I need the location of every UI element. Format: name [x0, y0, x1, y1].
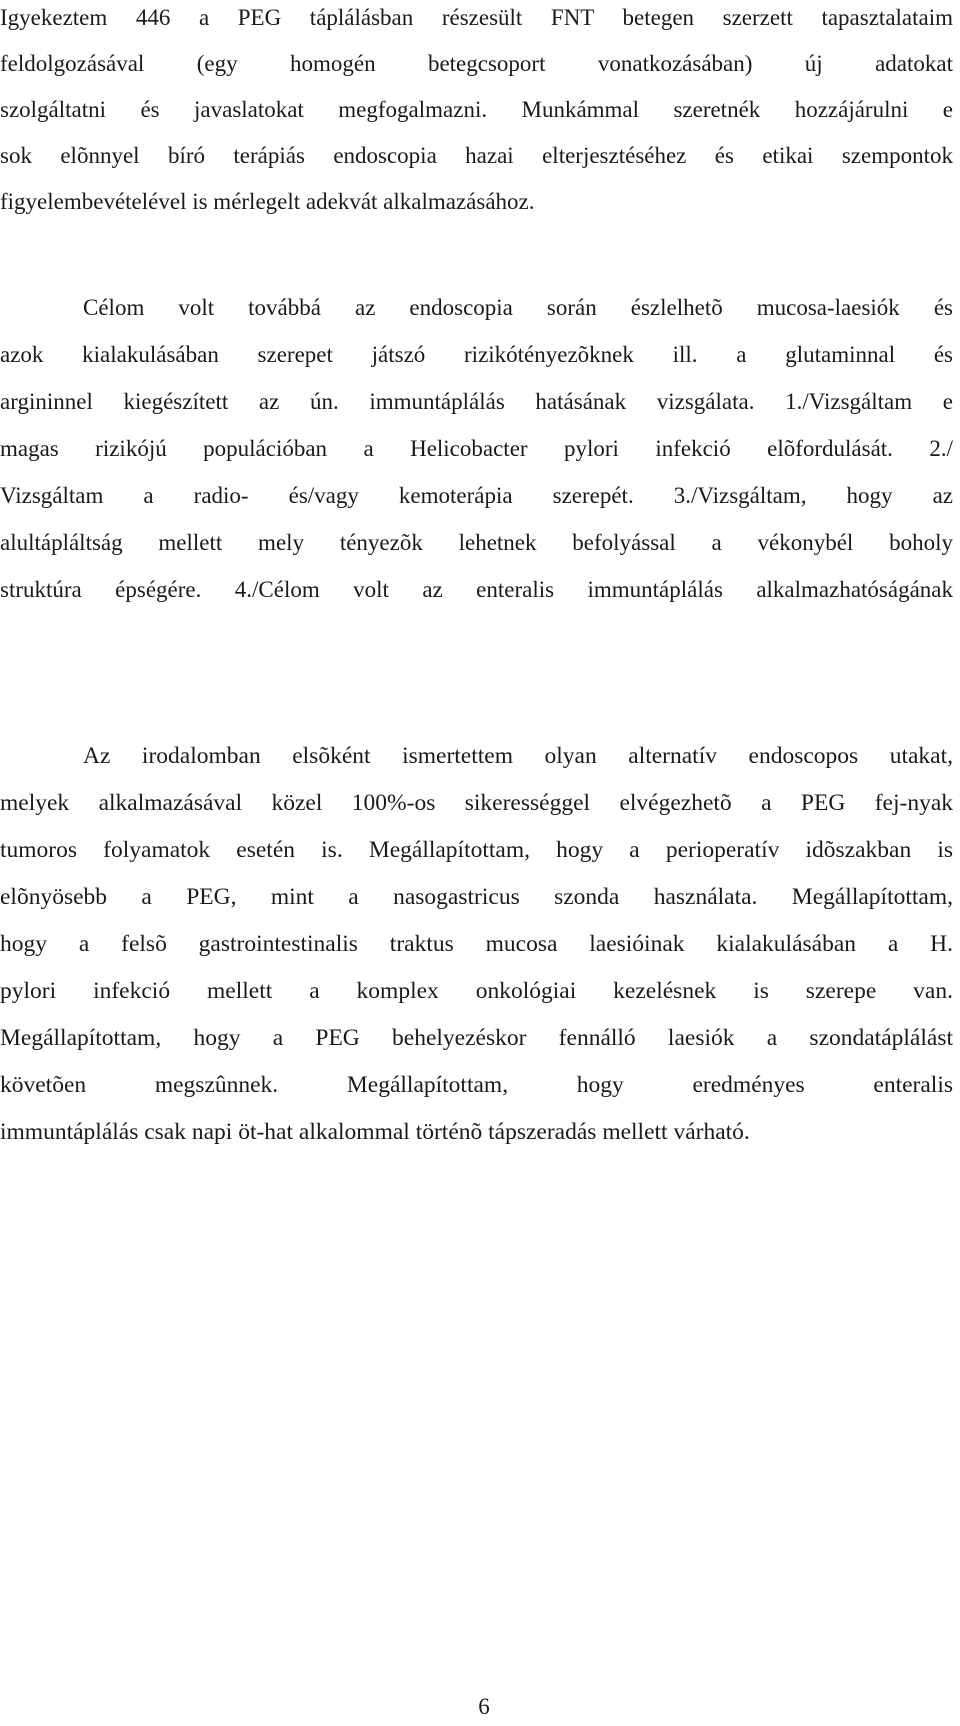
text-line: elõnyösebb a PEG, mint a nasogastricus szonda használata. Megállapítottam,	[0, 884, 953, 910]
text-line: sok elõnnyel bíró terápiás endoscopia hazai elterjesztéséhez és etikai szempontok	[0, 143, 953, 168]
text-line: Igyekeztem 446 a PEG táplálásban részesült FNT betegen szerzett tapasztalataim	[0, 5, 953, 30]
text-line: szolgáltatni és javaslatokat megfogalmazni. Munkámmal szeretnék hozzájárulni e	[0, 97, 953, 122]
text-line: melyek alkalmazásával közel 100%-os sikerességgel elvégezhetõ a PEG fej-nyak	[0, 790, 953, 816]
text-line: követõen megszûnnek. Megállapítottam, hogy eredményes enteralis	[0, 1072, 953, 1098]
text-line: hogy a felsõ gastrointestinalis traktus mucosa laesióinak kialakulásában a H.	[0, 931, 953, 957]
text-line: Vizsgáltam a radio- és/vagy kemoterápia szerepét. 3./Vizsgáltam, hogy az	[0, 483, 953, 508]
text-line: pylori infekció mellett a komplex onkológiai kezelésnek is szerepe van.	[0, 978, 953, 1004]
text-line: struktúra épségére. 4./Célom volt az enteralis immuntáplálás alkalmazhatóságának	[0, 577, 953, 602]
text-line: immuntáplálás csak napi öt-hat alkalommal történõ tápszeradás mellett várható.	[0, 1119, 750, 1145]
text-line: Megállapítottam, hogy a PEG behelyezéskor fennálló laesiók a szondatáplálást	[0, 1025, 953, 1051]
paragraph-objectives	[0, 294, 960, 623]
text-line: figyelembevételével is mérlegelt adekvát alkalmazásához.	[0, 189, 535, 214]
text-line: azok kialakulásában szerepet játszó rizikótényezõknek ill. a glutaminnal és	[0, 342, 953, 367]
paragraph-findings	[0, 742, 960, 1165]
text-line: argininnel kiegészített az ún. immuntáplálás hatásának vizsgálata. 1./Vizsgáltam e	[0, 389, 953, 414]
text-line: tumoros folyamatok esetén is. Megállapítottam, hogy a perioperatív idõszakban is	[0, 837, 953, 863]
text-line: magas rizikójú populációban a Helicobacter pylori infekció elõfordulását. 2./	[0, 436, 953, 461]
text-line: Az irodalomban elsõként ismertettem olyan alternatív endoscopos utakat,	[83, 743, 953, 769]
text-line: alultápláltság mellett mely tényezõk lehetnek befolyással a vékonybél boholy	[0, 530, 953, 555]
text-line: feldolgozásával (egy homogén betegcsoport vonatkozásában) új adatokat	[0, 51, 953, 76]
page-number-text: 6	[478, 1694, 490, 1719]
page-number	[0, 1693, 960, 1721]
text-line: Célom volt továbbá az endoscopia során észlelhetõ mucosa-laesiók és	[83, 295, 953, 320]
paragraph-summary-aims	[0, 4, 960, 234]
